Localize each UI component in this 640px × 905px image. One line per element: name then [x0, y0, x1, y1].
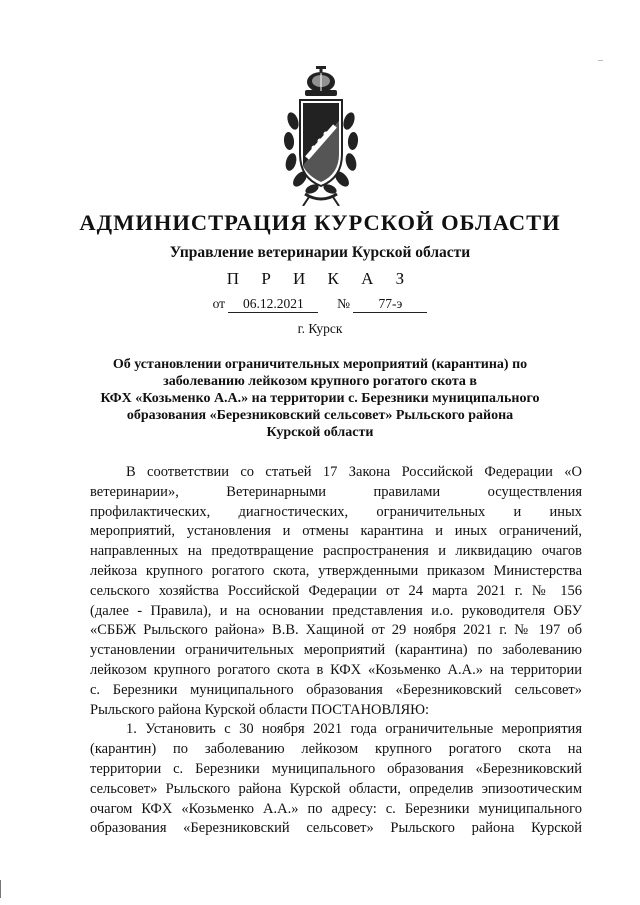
body-line: Рыльского района Курской области ПОСТАНОВЛЯЮ:: [90, 701, 430, 718]
order-body: [90, 463, 582, 839]
body-line: с. Березники муниципального образования «Березниковский сельсовет»: [90, 681, 582, 698]
body-line: В соответствии со статьей 17 Закона Российской Федерации «О: [126, 464, 582, 480]
scan-artifact: [0, 880, 1, 898]
body-line: мероприятий, установления и отмены карантина и иных ограничений,: [90, 523, 582, 540]
order-date: 06.12.2021: [228, 296, 318, 313]
subject-line: Курской области: [266, 425, 374, 440]
subject-line: заболеванию лейкозом крупного рогатого скота в: [163, 374, 477, 389]
department-name: Управление ветеринарии Курской области: [169, 244, 471, 261]
body-line: (далее - Правила), и на основании представления и.о. руководителя ОБУ: [90, 602, 582, 619]
body-line: установлении ограничительных мероприятий (карантина) по заболеванию: [90, 642, 582, 659]
number-prefix: №: [337, 296, 351, 311]
subject-line: Об установлении ограничительных мероприятий (карантина) по: [112, 357, 528, 372]
coat-of-arms-emblem: [283, 66, 359, 206]
body-line: 1. Установить с 30 ноября 2021 года ограничительные мероприятия: [126, 721, 582, 738]
body-line: лейкозом крупного рогатого скота в КФХ «Козьменко А.А.» на территории: [90, 661, 582, 678]
document-type: П Р И К А З: [226, 269, 414, 288]
scan-artifact: [598, 60, 603, 61]
body-line: направленных на предотвращение распространения и ликвидацию очагов: [90, 543, 582, 560]
subject-line: образования «Березниковский сельсовет» Рыльского района: [126, 408, 514, 423]
body-line: сельского хозяйства Российской Федерации от 24 марта 2021 г. № 156: [90, 582, 582, 599]
date-number-line: [0, 296, 640, 313]
body-line: образования «Березниковский сельсовет» Рыльского района Курской: [90, 820, 582, 837]
order-subject: [90, 356, 550, 441]
body-line: лейкоза крупного рогатого скота, утвержденными приказом Министерства: [90, 562, 582, 579]
body-line: профилактических, диагностических, ограничительных и иных: [90, 503, 582, 520]
organization-title: АДМИНИСТРАЦИЯ КУРСКОЙ ОБЛАСТИ: [79, 210, 561, 235]
body-line: (карантин) по заболеванию лейкозом крупного рогатого скота на: [90, 741, 582, 758]
city-name: г. Курск: [297, 321, 343, 336]
body-line: территории с. Березники муниципального образования «Березниковский: [90, 760, 582, 777]
body-line: «СББЖ Рыльского района» В.В. Хащиной от 29 ноября 2021 г. № 197 об: [90, 622, 582, 639]
subject-line: КФХ «Козьменко А.А.» на территории с. Березники муниципального: [100, 391, 540, 406]
body-line: ветеринарии», Ветеринарными правилами осуществления: [90, 483, 582, 500]
order-number: 77-э: [353, 296, 427, 313]
body-line: сельсовет» Рыльского района Курской области, определив эпизоотическим: [90, 780, 582, 797]
body-line: очагом КФХ «Козьменко А.А.» по адресу: с. Березники муниципального: [90, 800, 582, 817]
date-prefix: от: [212, 296, 226, 311]
